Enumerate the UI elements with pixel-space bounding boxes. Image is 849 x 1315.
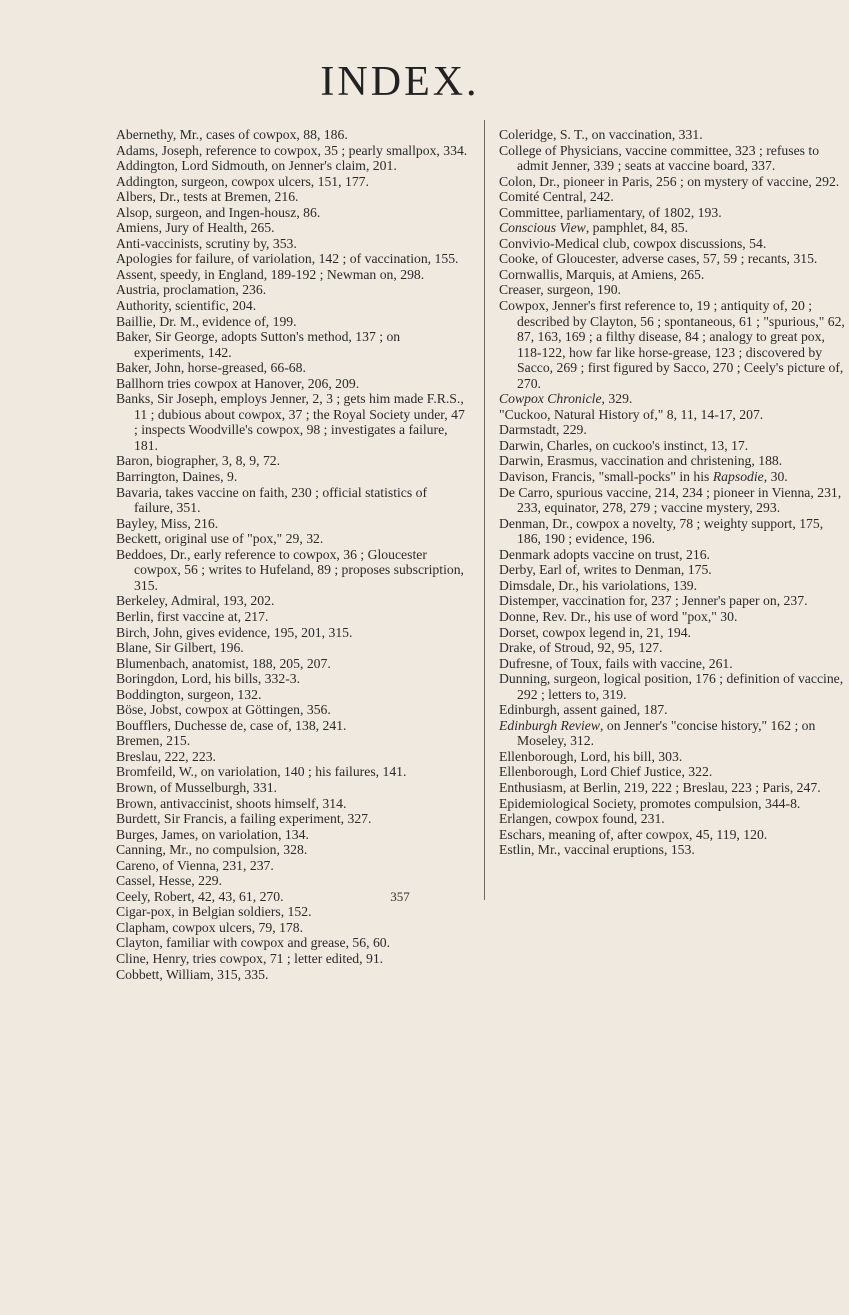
index-entry: Authority, scientific, 204. — [116, 298, 257, 314]
index-entry: Bavaria, takes vaccine on faith, 230 ; official statistics of failure, 351. — [116, 484, 428, 516]
index-entry: College of Physicians, vaccine committee, 323 ; refuses to admit Jenner, 339 ; seats at vaccine board, 337. — [499, 142, 820, 174]
index-entry: Distemper, vaccination for, 237 ; Jenner's paper on, 237. — [499, 593, 808, 609]
index-entry: Burdett, Sir Francis, a failing experiment, 327. — [116, 811, 372, 827]
index-entry: Canning, Mr., no compulsion, 328. — [116, 842, 308, 858]
index-entry: Darwin, Erasmus, vaccination and christening, 188. — [499, 453, 783, 469]
index-entry: Comité Central, 242. — [499, 189, 614, 205]
index-entry: Denman, Dr., cowpox a novelty, 78 ; weighty support, 175, 186, 190 ; evidence, 196. — [499, 515, 824, 547]
index-entry: Erlangen, cowpox found, 231. — [499, 811, 665, 827]
page-title: INDEX. — [320, 59, 480, 105]
index-entry: Donne, Rev. Dr., his use of word "pox," 30. — [499, 608, 738, 624]
italic-title: Conscious View — [499, 220, 586, 236]
index-entry: Enthusiasm, at Berlin, 219, 222 ; Breslau, 223 ; Paris, 247. — [499, 779, 821, 795]
index-entry: Clapham, cowpox ulcers, 79, 178. — [116, 919, 304, 935]
index-entry: Davison, Francis, "small-pocks" in his Rapsodie, 30. — [499, 469, 788, 485]
index-entry: Eschars, meaning of, after cowpox, 45, 119, 120. — [499, 826, 768, 842]
index-entry: Berlin, first vaccine at, 217. — [116, 608, 269, 624]
page-number: 357 — [390, 889, 410, 904]
index-entry: Birch, John, gives evidence, 195, 201, 315. — [116, 624, 353, 640]
index-entry: Cassel, Hesse, 229. — [116, 873, 223, 889]
index-entry: Cline, Henry, tries cowpox, 71 ; letter edited, 91. — [116, 950, 384, 966]
index-entry: Edinburgh Review, on Jenner's "concise history," 162 ; on Moseley, 312. — [499, 717, 816, 749]
index-entry: Beddoes, Dr., early reference to cowpox, 36 ; Gloucester cowpox, 56 ; writes to Hufeland, 89 ; proposes subscription, 315. — [116, 546, 464, 593]
index-entry: Banks, Sir Joseph, employs Jenner, 2, 3 ; gets him made F.R.S., 11 ; dubious about cowpox, 37 ; the Royal Society under, 47 ; inspects Woodville's cowpox, 98 ; investigates a failure, 181. — [116, 391, 465, 453]
index-entry: Adams, Joseph, reference to cowpox, 35 ; pearly smallpox, 334. — [116, 142, 468, 158]
index-entry: Apologies for failure, of variolation, 142 ; of vaccination, 155. — [116, 251, 459, 267]
index-entry: Brown, antivaccinist, shoots himself, 314. — [116, 795, 347, 811]
index-entry: Assent, speedy, in England, 189-192 ; Newman on, 298. — [116, 266, 425, 282]
index-entry: Boringdon, Lord, his bills, 332-3. — [116, 671, 301, 687]
index-entry: Dorset, cowpox legend in, 21, 194. — [499, 624, 691, 640]
index-entry: Cowpox, Jenner's first reference to, 19 ; antiquity of, 20 ; described by Clayton, 56 ; spontaneous, 61 ; "spurious," 62, 87, 163, 169 ; a filthy disease, 84 ; analogy to great pox, 118-122, how far like horse-grease, 123 ; discovered by Sacco, 269 ; first figured by Sacco, 270 ; Ceely's picture of, 270. — [499, 298, 845, 391]
index-entry: Committee, parliamentary, of 1802, 193. — [499, 204, 722, 220]
index-entry: Addington, Lord Sidmouth, on Jenner's claim, 201. — [116, 158, 397, 174]
italic-title: Cowpox Chronicle — [499, 391, 602, 407]
index-entry: Böse, Jobst, cowpox at Göttingen, 356. — [116, 702, 331, 718]
index-entry: Beckett, original use of "pox," 29, 32. — [116, 531, 324, 547]
index-entry: Brown, of Musselburgh, 331. — [116, 779, 277, 795]
index-entry: De Carro, spurious vaccine, 214, 234 ; pioneer in Vienna, 231, 233, equinator, 278, 279 ; vaccine mystery, 293. — [499, 484, 842, 516]
index-entry: Blane, Sir Gilbert, 196. — [116, 640, 244, 656]
index-entry: Bremen, 215. — [116, 733, 191, 749]
index-entry: Dufresne, of Toux, fails with vaccine, 261. — [499, 655, 733, 671]
index-entry: Burges, James, on variolation, 134. — [116, 826, 309, 842]
index-entry: Careno, of Vienna, 231, 237. — [116, 857, 274, 873]
index-entry: Cornwallis, Marquis, at Amiens, 265. — [499, 266, 705, 282]
index-entry: Creaser, surgeon, 190. — [499, 282, 621, 298]
index-entry: Albers, Dr., tests at Bremen, 216. — [116, 189, 299, 205]
index-entry: Colon, Dr., pioneer in Paris, 256 ; on mystery of vaccine, 292. — [499, 173, 840, 189]
index-entry: Bromfeild, W., on variolation, 140 ; his failures, 141. — [116, 764, 407, 780]
index-entry: Abernethy, Mr., cases of cowpox, 88, 186. — [116, 127, 348, 142]
index-entry: Barrington, Daines, 9. — [116, 469, 238, 485]
index-entry: Cowpox Chronicle, 329. — [499, 391, 633, 407]
index-entry: Ceely, Robert, 42, 43, 61, 270. — [116, 888, 284, 904]
column-divider — [484, 120, 485, 900]
index-entry: Cobbett, William, 315, 335. — [116, 966, 269, 982]
index-entry: Ballhorn tries cowpox at Hanover, 206, 209. — [116, 375, 360, 391]
index-entry: Boufflers, Duchesse de, case of, 138, 241. — [116, 717, 347, 733]
index-entry: Convivio-Medical club, cowpox discussions, 54. — [499, 235, 767, 251]
index-entry: Clayton, familiar with cowpox and grease, 56, 60. — [116, 935, 391, 951]
index-entry: Darmstadt, 229. — [499, 422, 587, 438]
index-entry: Drake, of Stroud, 92, 95, 127. — [499, 640, 663, 656]
index-entry: Baron, biographer, 3, 8, 9, 72. — [116, 453, 281, 469]
index-entry: "Cuckoo, Natural History of," 8, 11, 14-17, 207. — [499, 406, 764, 422]
index-entry: Baker, John, horse-greased, 66-68. — [116, 360, 306, 376]
italic-title: Rapsodie — [712, 469, 764, 485]
index-entry: Addington, surgeon, cowpox ulcers, 151, 177. — [116, 173, 369, 189]
index-entry: Alsop, surgeon, and Ingen-housz, 86. — [116, 204, 321, 220]
index-entry: Conscious View, pamphlet, 84, 85. — [499, 220, 689, 236]
index-entry: Coleridge, S. T., on vaccination, 331. — [499, 127, 703, 142]
index-entry: Baker, Sir George, adopts Sutton's method, 137 ; on experiments, 142. — [116, 329, 401, 360]
index-entry: Derby, Earl of, writes to Denman, 175. — [499, 562, 712, 578]
index-entry: Bayley, Miss, 216. — [116, 515, 219, 531]
index-column-left — [116, 127, 468, 982]
italic-title: Edinburgh Review — [499, 717, 600, 733]
index-entry: Boddington, surgeon, 132. — [116, 686, 262, 702]
index-entry: Epidemiological Society, promotes compulsion, 344-8. — [499, 795, 801, 811]
index-entry: Ellenborough, Lord Chief Justice, 322. — [499, 764, 713, 780]
index-entry: Baillie, Dr. M., evidence of, 199. — [116, 313, 297, 329]
index-entry: Dunning, surgeon, logical position, 176 ; definition of vaccine, 292 ; letters to, 319. — [499, 671, 844, 702]
index-entry: Denmark adopts vaccine on trust, 216. — [499, 546, 710, 562]
index-entry: Berkeley, Admiral, 193, 202. — [116, 593, 275, 609]
index-entry: Cigar-pox, in Belgian soldiers, 152. — [116, 904, 312, 920]
index-entry: Ellenborough, Lord, his bill, 303. — [499, 748, 683, 764]
index-entry: Blumenbach, anatomist, 188, 205, 207. — [116, 655, 331, 671]
index-entry: Dimsdale, Dr., his variolations, 139. — [499, 577, 698, 593]
index-entry: Darwin, Charles, on cuckoo's instinct, 13, 17. — [499, 437, 749, 453]
index-entry: Edinburgh, assent gained, 187. — [499, 702, 668, 718]
index-entry: Austria, proclamation, 236. — [116, 282, 267, 298]
index-entry: Estlin, Mr., vaccinal eruptions, 153. — [499, 842, 695, 858]
index-entry: Anti-vaccinists, scrutiny by, 353. — [116, 235, 297, 251]
index-entry: Breslau, 222, 223. — [116, 748, 216, 764]
index-column-right — [499, 127, 849, 858]
index-entry: Amiens, Jury of Health, 265. — [116, 220, 275, 236]
index-entry: Cooke, of Gloucester, adverse cases, 57, 59 ; recants, 315. — [499, 251, 818, 267]
